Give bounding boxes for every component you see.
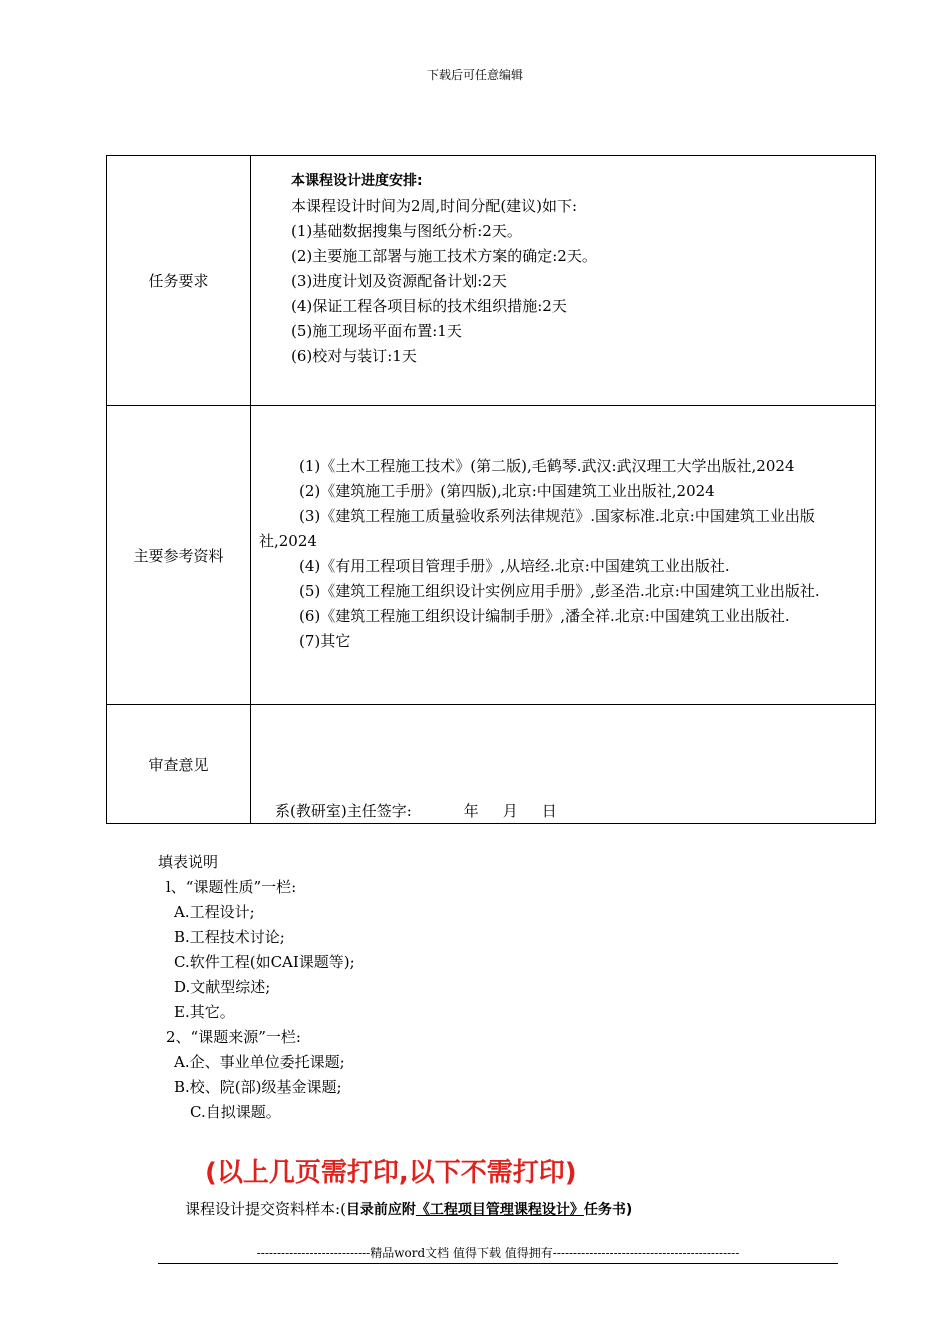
submit-suffix: 任务书) <box>583 1202 633 1218</box>
note-option: A.企、事业单位委托课题; <box>174 1053 345 1071</box>
signature-line <box>275 800 557 821</box>
references-label: 主要参考资料 <box>107 406 251 705</box>
review-cell <box>251 705 876 824</box>
tasks-line: (5)施工现场平面布置:1天 <box>291 321 462 340</box>
note-option: D.文献型综述; <box>174 978 271 996</box>
header-note: 下载后可任意编辑 <box>426 68 523 82</box>
note-option: E.其它。 <box>174 1003 235 1021</box>
fill-notes-title: 填表说明 <box>158 853 219 871</box>
note-item-title: l、“课题性质”一栏: <box>166 878 297 896</box>
reference-item: (7)其它 <box>299 632 351 650</box>
submit-open: ( <box>340 1200 346 1218</box>
tasks-title: 本课程设计进度安排: <box>291 172 423 189</box>
tasks-line: (3)进度计划及资源配备计划:2天 <box>291 271 507 290</box>
footer-watermark: ----------------------------精品word文档 值得下载 值得拥有---------------------------------------------- <box>158 1244 838 1264</box>
review-label: 审查意见 <box>107 705 251 824</box>
table-row-tasks <box>107 156 876 406</box>
submit-underlined: 《工程项目管理课程设计》 <box>415 1202 584 1218</box>
note-option: B.校、院(部)级基金课题; <box>174 1078 342 1096</box>
submit-sample-line <box>185 1198 632 1219</box>
task-form-table <box>106 155 876 824</box>
signature-label: 系(教研室)主任签字: <box>275 802 412 820</box>
reference-item: (5)《建筑工程施工组织设计实例应用手册》,彭圣浩.北京:中国建筑工业出版社. <box>299 582 820 600</box>
reference-item: (4)《有用工程项目管理手册》,从培经.北京:中国建筑工业出版社. <box>299 557 730 575</box>
tasks-line: (4)保证工程各项目标的技术组织措施:2天 <box>291 296 567 315</box>
print-note: (以上几页需打印,以下不需打印) <box>205 1158 577 1188</box>
note-item-title: 2、“课题来源”一栏: <box>166 1028 301 1046</box>
sign-day: 日 <box>541 802 557 820</box>
tasks-cell <box>251 156 876 406</box>
tasks-line: (6)校对与装订:1天 <box>291 346 417 365</box>
sign-year: 年 <box>463 802 479 820</box>
submit-prefix: 课程设计提交资料样本: <box>185 1200 341 1218</box>
submit-bold: 目录前应附 <box>345 1202 416 1218</box>
note-option: B.工程技术讨论; <box>174 928 285 946</box>
reference-item: (1)《土木工程施工技术》(第二版),毛鹤琴.武汉:武汉理工大学出版社,2024 <box>299 457 795 475</box>
note-option: A.工程设计; <box>174 903 255 921</box>
table-row-review <box>107 705 876 824</box>
tasks-line: 本课程设计时间为2周,时间分配(建议)如下: <box>291 196 578 215</box>
fill-instructions <box>158 850 355 1125</box>
sign-month: 月 <box>502 802 518 820</box>
references-cell <box>251 406 876 705</box>
reference-item: (3)《建筑工程施工质量验收系列法律规范》.国家标准.北京:中国建筑工业出版社,2024 <box>259 507 815 550</box>
reference-item: (2)《建筑施工手册》(第四版),北京:中国建筑工业出版社,2024 <box>299 482 715 500</box>
tasks-line: (1)基础数据搜集与图纸分析:2天。 <box>291 221 522 240</box>
reference-item: (6)《建筑工程施工组织设计编制手册》,潘全祥.北京:中国建筑工业出版社. <box>299 607 790 625</box>
tasks-label: 任务要求 <box>107 156 251 406</box>
tasks-line: (2)主要施工部署与施工技术方案的确定:2天。 <box>291 246 597 265</box>
note-option: C.自拟课题。 <box>190 1103 281 1121</box>
table-row-references <box>107 406 876 705</box>
note-option: C.软件工程(如CAI课题等); <box>174 953 355 971</box>
